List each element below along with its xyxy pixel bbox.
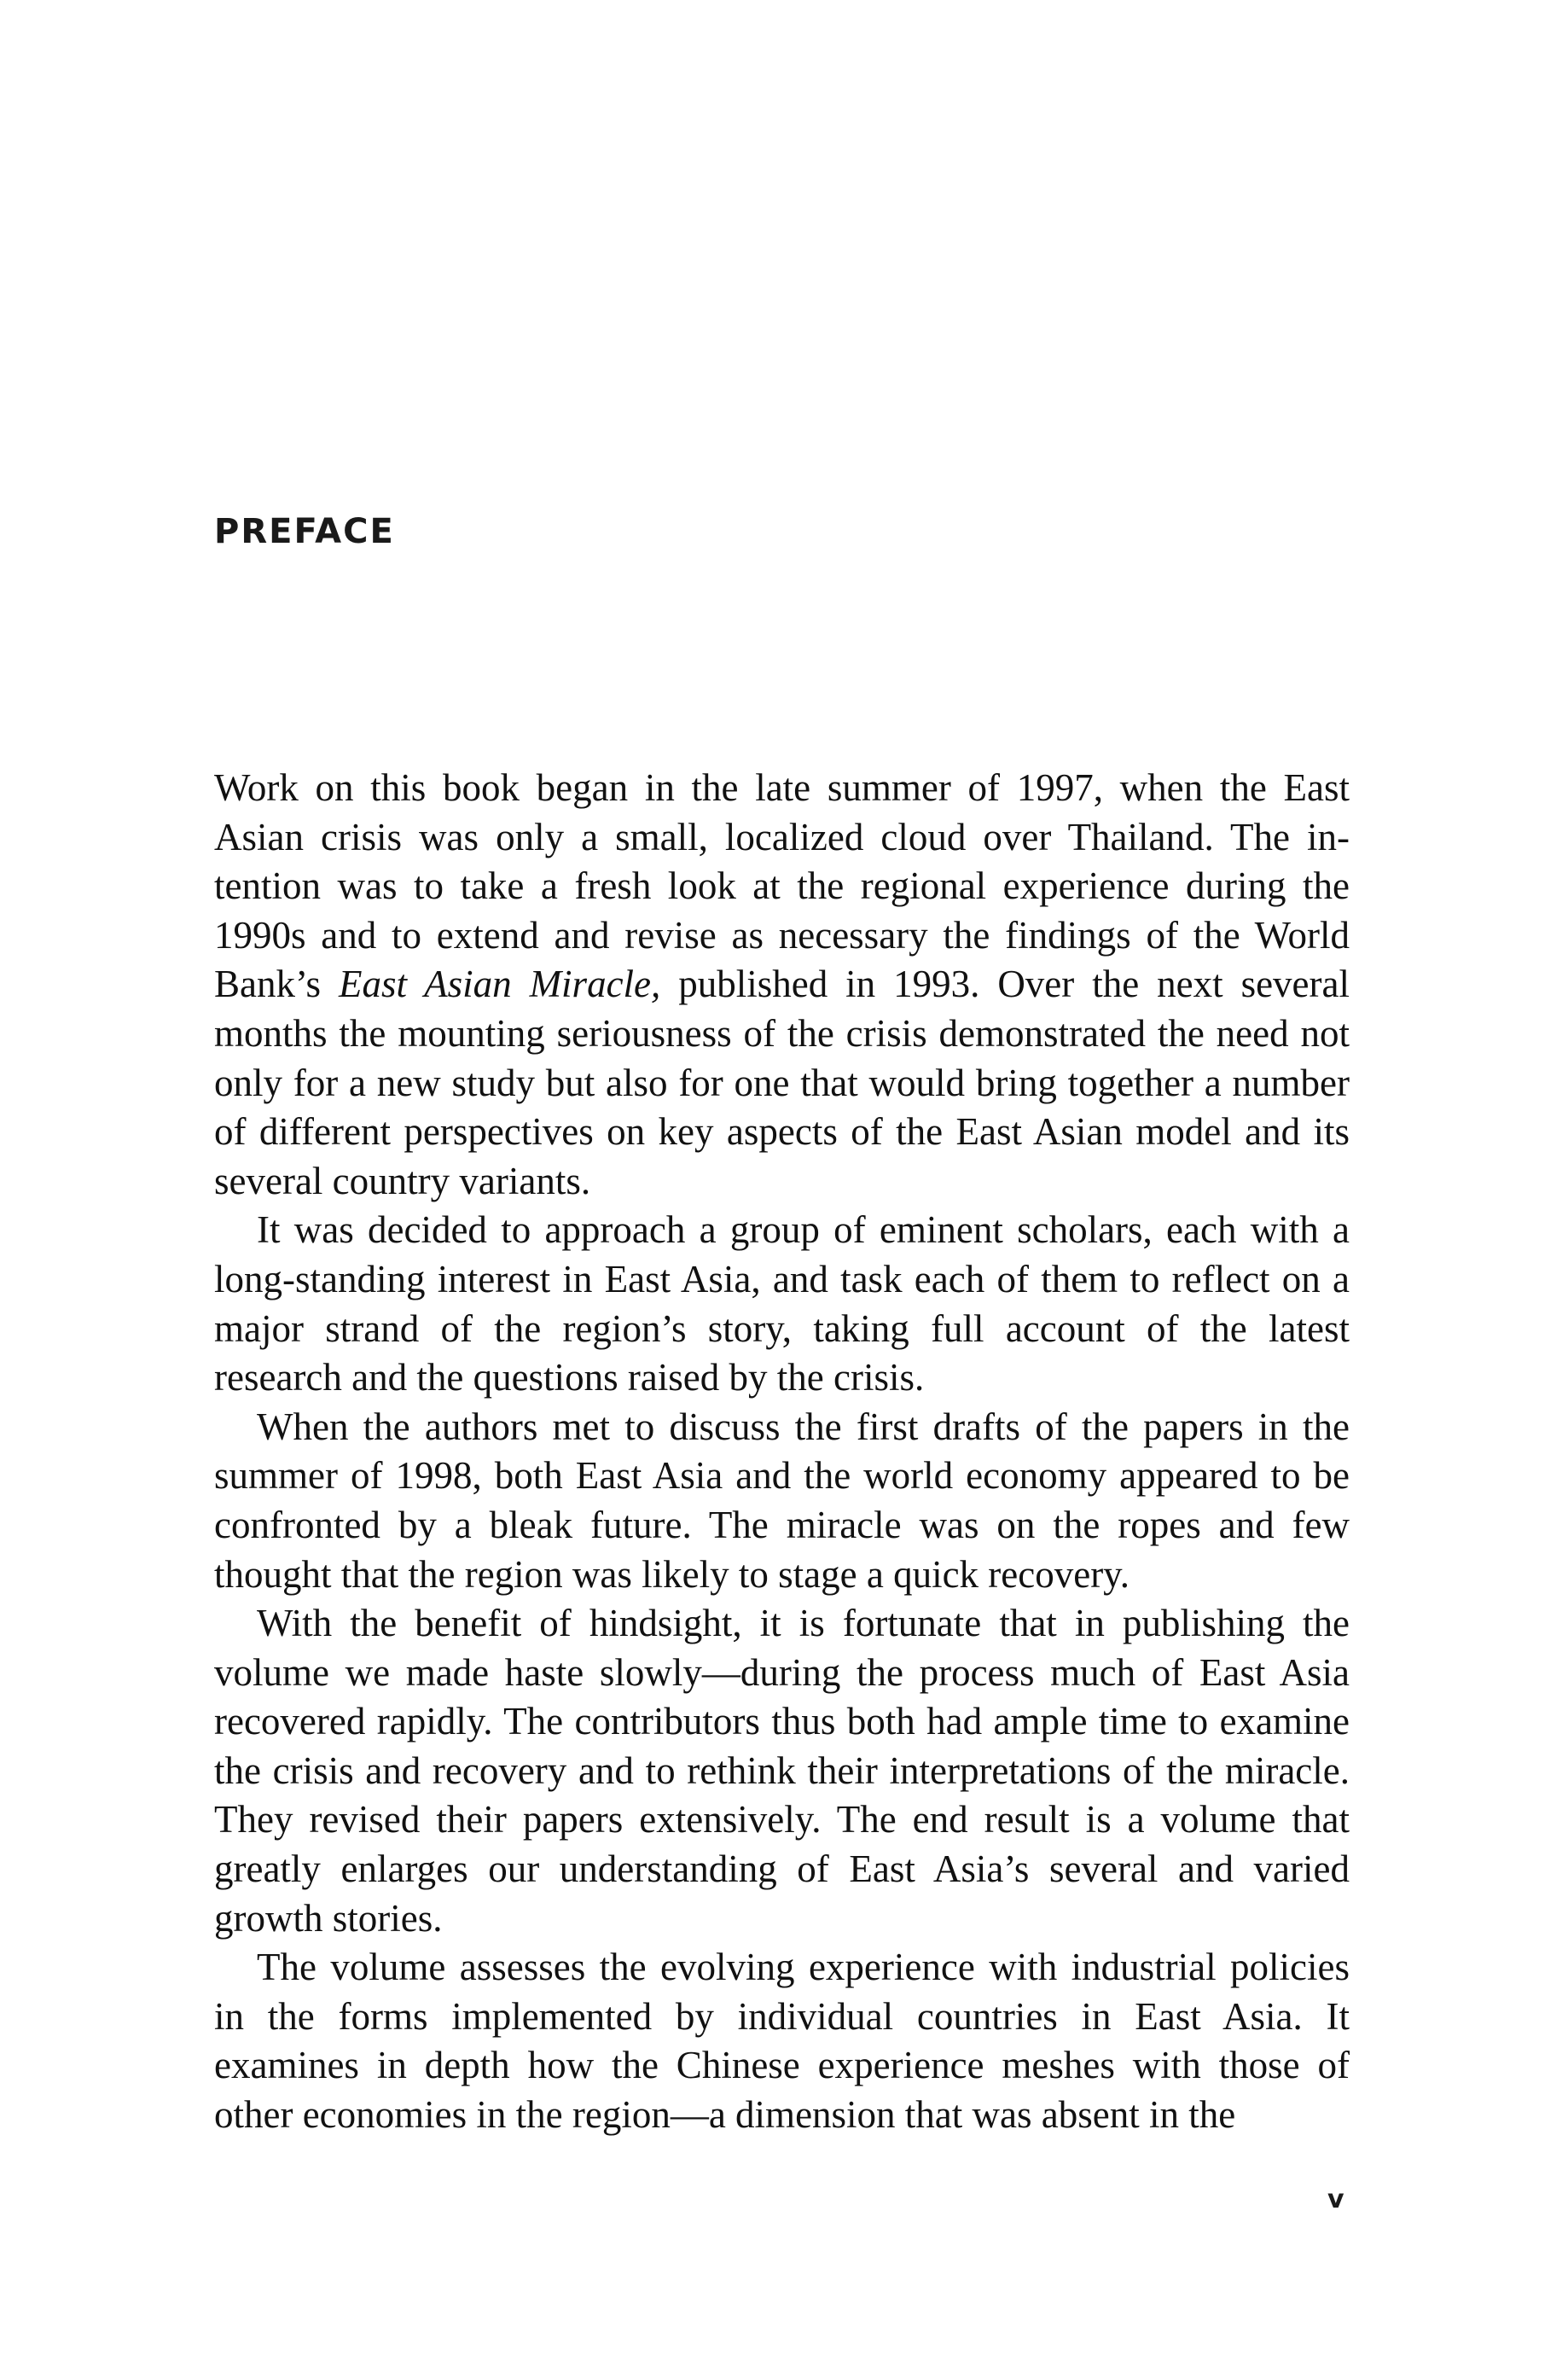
paragraph-text: Work on this book began in the late summer of 1997, when the East Asian crisis was only a small, localized cloud over Thailand. The intention was to take a fresh look at the regional experience during the 1990s and to extend and revise as necessary the findings of the World Bank’s (214, 766, 1350, 1006)
paragraph-text: With the benefit of hindsight, it is fortunate that in publishing the volume we made haste slowly—during the process much of East Asia recovered rapidly. The contributors thus both had ample time to examine the crisis and recovery and to rethink their interpretations of the miracle. They revised their papers extensively. The end result is a volume that greatly enlarges our understanding of East Asia’s several and varied growth stories. (214, 1602, 1350, 1940)
page-heading: PREFACE (214, 512, 395, 551)
paragraph-3 (214, 1403, 1350, 1599)
page-number: v (1327, 2185, 1344, 2214)
paragraph-4 (214, 1599, 1350, 1943)
paragraph-text: It was decided to approach a group of eminent scholars, each with a long-standing interest in East Asia, and task each of them to reflect on a major strand of the region’s story, taking full account of the latest research and the questions raised by the crisis. (214, 1208, 1350, 1399)
paragraph-text: published in 1993. Over the next several months the mounting seriousness of the crisis demonstrated the need not only for a new study but also for one that would bring together a number of different perspectives on key aspects of the East Asian model and its several country variants. (214, 963, 1350, 1202)
paragraph-2 (214, 1206, 1350, 1402)
paragraph-text: The volume assesses the evolving experience with industrial policies in the forms implemented by individual countries in East Asia. It examines in depth how the Chinese experience meshes with those of other economies in the region—a dimension that was absent in the (214, 1946, 1350, 2137)
paragraph-1 (214, 764, 1350, 1206)
paragraph-text: When the authors met to discuss the first drafts of the papers in the summer of 1998, both East Asia and the world economy appeared to be confronted by a bleak future. The miracle was on the ropes and few thought that the region was likely to stage a quick recovery. (214, 1405, 1350, 1596)
paragraph-5 (214, 1943, 1350, 2139)
preface-body (214, 764, 1350, 2140)
book-title-italic: East Asian Miracle, (338, 963, 661, 1006)
